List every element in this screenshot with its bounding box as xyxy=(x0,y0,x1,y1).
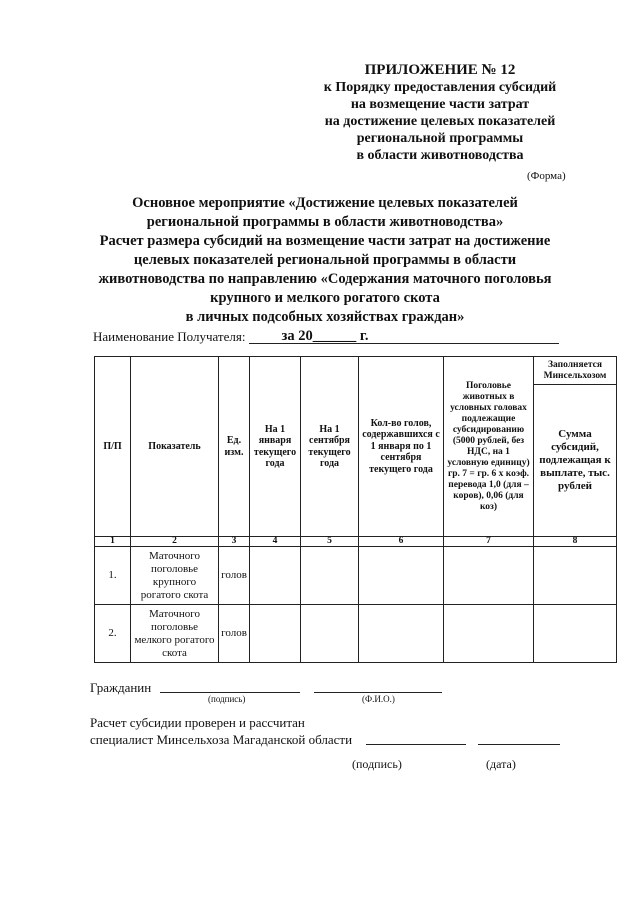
row-indicator: Маточного поголовье мелкого рогатого скота xyxy=(131,605,219,663)
row-unit: голов xyxy=(219,547,250,605)
verification-line: специалист Минсельхоза Магаданской области xyxy=(90,732,353,747)
appendix-title: ПРИЛОЖЕНИЕ № 12 xyxy=(364,62,516,78)
verification-line: Расчет субсидии проверен и рассчитан xyxy=(90,715,305,730)
cell-sep[interactable] xyxy=(301,547,359,605)
title-line: Расчет размера субсидий на возмещение части затрат на достижение xyxy=(99,233,551,249)
column-number: 5 xyxy=(301,537,359,547)
table-row xyxy=(95,605,617,663)
header-num: П/П xyxy=(95,357,131,537)
header-sum: Сумма субсидий, подлежащая к выплате, тыс. рублей xyxy=(534,385,617,537)
form-label: (Форма) xyxy=(527,170,566,182)
header-jan: На 1 января текущего года xyxy=(250,357,301,537)
row-indicator: Маточного поголовье крупного рогатого скота xyxy=(131,547,219,605)
cell-sum[interactable] xyxy=(534,547,617,605)
header-indicator: Показатель xyxy=(131,357,219,537)
appendix-line: к Порядку предоставления субсидий xyxy=(323,80,557,95)
header-unit: Ед. изм. xyxy=(219,357,250,537)
column-number: 6 xyxy=(359,537,444,547)
cell-conventional-heads[interactable] xyxy=(444,605,534,663)
specialist-signature-field[interactable] xyxy=(366,744,466,745)
cell-sum[interactable] xyxy=(534,605,617,663)
header-sep: На 1 сентября текущего года xyxy=(301,357,359,537)
citizen-signature-row xyxy=(90,680,490,710)
column-number: 7 xyxy=(444,537,534,547)
title-line: крупного и мелкого рогатого скота xyxy=(210,290,440,306)
title-line: Основное мероприятие «Достижение целевых показателей xyxy=(132,195,518,211)
signature-caption: (подпись) xyxy=(208,694,246,704)
subsidy-table xyxy=(94,356,617,663)
recipient-name-field[interactable] xyxy=(249,343,559,344)
row-unit: голов xyxy=(219,605,250,663)
cell-jan[interactable] xyxy=(250,605,301,663)
appendix-line: на возмещение части затрат xyxy=(350,97,530,112)
column-number: 2 xyxy=(131,537,219,547)
citizen-label: Гражданин xyxy=(90,680,152,695)
title-line: целевых показателей региональной программы в области xyxy=(133,252,517,268)
appendix-header xyxy=(300,62,580,164)
table-row xyxy=(95,547,617,605)
citizen-signature-field[interactable] xyxy=(160,692,300,693)
appendix-line: региональной программы xyxy=(356,131,524,146)
row-num: 1. xyxy=(95,547,131,605)
column-number: 1 xyxy=(95,537,131,547)
header-ministry-group: Заполняется Минсельхозом xyxy=(534,357,617,385)
citizen-name-field[interactable] xyxy=(314,692,442,693)
row-num: 2. xyxy=(95,605,131,663)
column-number: 4 xyxy=(250,537,301,547)
cell-count[interactable] xyxy=(359,605,444,663)
recipient-label: Наименование Получателя: xyxy=(93,329,246,344)
verification-block xyxy=(90,714,352,748)
cell-sep[interactable] xyxy=(301,605,359,663)
header-conventional-heads: Поголовье животных в условных головах подлежащие субсидированию (5000 рублей, без НДС, на 1 условную единицу) гр. 7 = гр. 6 х коэф. перевода 1,0 (для – коров), 0,06 (для коз) xyxy=(444,357,534,537)
title-line: животноводства по направлению «Содержания маточного поголовья xyxy=(98,271,552,287)
recipient-row xyxy=(93,329,563,345)
column-number: 8 xyxy=(534,537,617,547)
title-line: за 20______ г. xyxy=(281,328,369,344)
appendix-line: на достижение целевых показателей xyxy=(324,114,556,129)
cell-count[interactable] xyxy=(359,547,444,605)
signature-caption: (подпись) xyxy=(352,757,402,771)
column-number: 3 xyxy=(219,537,250,547)
main-event-title xyxy=(80,194,570,232)
cell-conventional-heads[interactable] xyxy=(444,547,534,605)
date-caption: (дата) xyxy=(486,757,516,771)
title-line: региональной программы в области животноводства» xyxy=(146,214,504,230)
specialist-date-field[interactable] xyxy=(478,744,560,745)
header-count: Кол-во голов, содержавшихся с 1 января по 1 сентября текущего года xyxy=(359,357,444,537)
appendix-line: в области животноводства xyxy=(356,148,524,163)
name-caption: (Ф.И.О.) xyxy=(362,694,395,704)
cell-jan[interactable] xyxy=(250,547,301,605)
title-line: в личных подсобных хозяйствах граждан» xyxy=(185,309,465,325)
